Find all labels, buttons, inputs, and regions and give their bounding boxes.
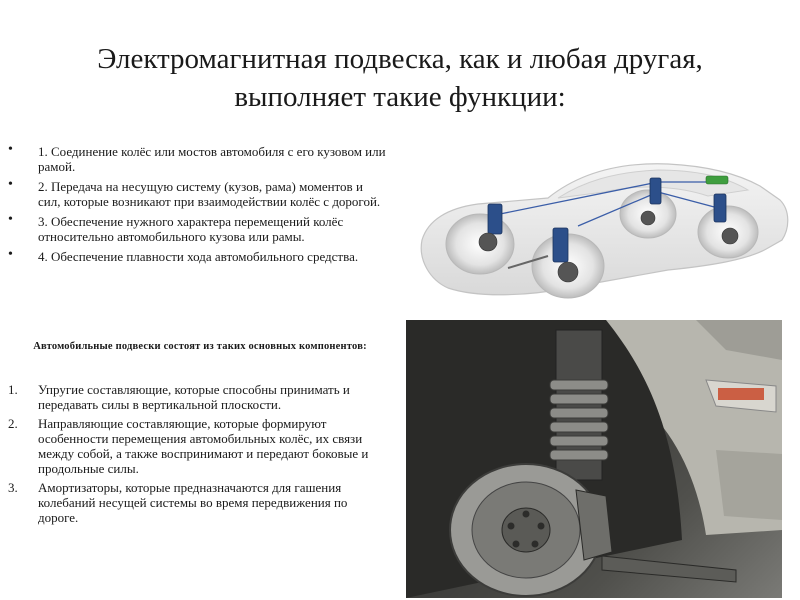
components-list bbox=[8, 382, 380, 529]
bellows-ring bbox=[550, 408, 608, 418]
bullet-icon: • bbox=[8, 212, 13, 227]
front-left-suspension-unit bbox=[488, 204, 502, 234]
list-item: 1. Упругие составляющие, которые способны принимать и передавать силы в вертикальной плоскости. bbox=[8, 382, 350, 412]
suspension-closeup-drawing bbox=[406, 320, 782, 598]
list-item: 3. Амортизаторы, которые предназначаются для гашения колебаний несущей системы во время передвижения по дороге. bbox=[8, 480, 348, 525]
car-suspension-illustration bbox=[408, 148, 792, 308]
bullet-icon: • bbox=[8, 247, 13, 262]
list-item: • 1. Соединение колёс или мостов автомобиля с его кузовом или рамой. bbox=[8, 142, 386, 174]
lower-control-arm bbox=[602, 556, 736, 582]
rear-right-hub bbox=[722, 228, 738, 244]
components-heading: Автомобильные подвески состоят из таких основных компонентов: bbox=[33, 341, 367, 352]
bellows-ring bbox=[550, 436, 608, 446]
front-right-hub bbox=[558, 262, 578, 282]
bellows-ring bbox=[550, 394, 608, 404]
lug-bolt bbox=[532, 541, 539, 548]
rear-left-suspension-unit bbox=[650, 178, 661, 204]
lug-bolt bbox=[508, 523, 515, 530]
lug-bolt bbox=[538, 523, 545, 530]
lug-bolt bbox=[513, 541, 520, 548]
car-suspension-drawing bbox=[408, 148, 792, 308]
suspension-closeup-photo bbox=[406, 320, 782, 598]
bellows-ring bbox=[550, 450, 608, 460]
list-item: • 4. Обеспечение плавности хода автомобильного средства. bbox=[8, 247, 359, 264]
front-right-suspension-unit bbox=[553, 228, 568, 262]
rear-right-suspension-unit bbox=[714, 194, 726, 222]
bellows-ring bbox=[550, 380, 608, 390]
control-module bbox=[706, 176, 728, 184]
indicator-light bbox=[718, 388, 764, 400]
bellows-ring bbox=[550, 422, 608, 432]
rear-left-hub bbox=[641, 211, 655, 225]
page-title: Электромагнитная подвеска, как и любая другая, выполняет такие функции: bbox=[97, 43, 703, 113]
functions-list bbox=[8, 144, 388, 269]
list-item: • 3. Обеспечение нужного характера перемещений колёс относительно автомобильного кузова или рамы. bbox=[8, 212, 344, 244]
bullet-icon: • bbox=[8, 177, 13, 192]
lug-bolt bbox=[523, 511, 530, 518]
front-left-hub bbox=[479, 233, 497, 251]
bullet-icon: • bbox=[8, 142, 13, 157]
list-item: • 2. Передача на несущую систему (кузов, рама) моментов и сил, которые возникают при взаимодействии колёс с дорогой. bbox=[8, 177, 381, 209]
list-item: 2. Направляющие составляющие, которые формируют особенности перемещения автомобильных колёс, их связи между собой, а также воспринимают и передают боковые и продольные силы. bbox=[8, 416, 369, 476]
bumper bbox=[716, 450, 782, 520]
